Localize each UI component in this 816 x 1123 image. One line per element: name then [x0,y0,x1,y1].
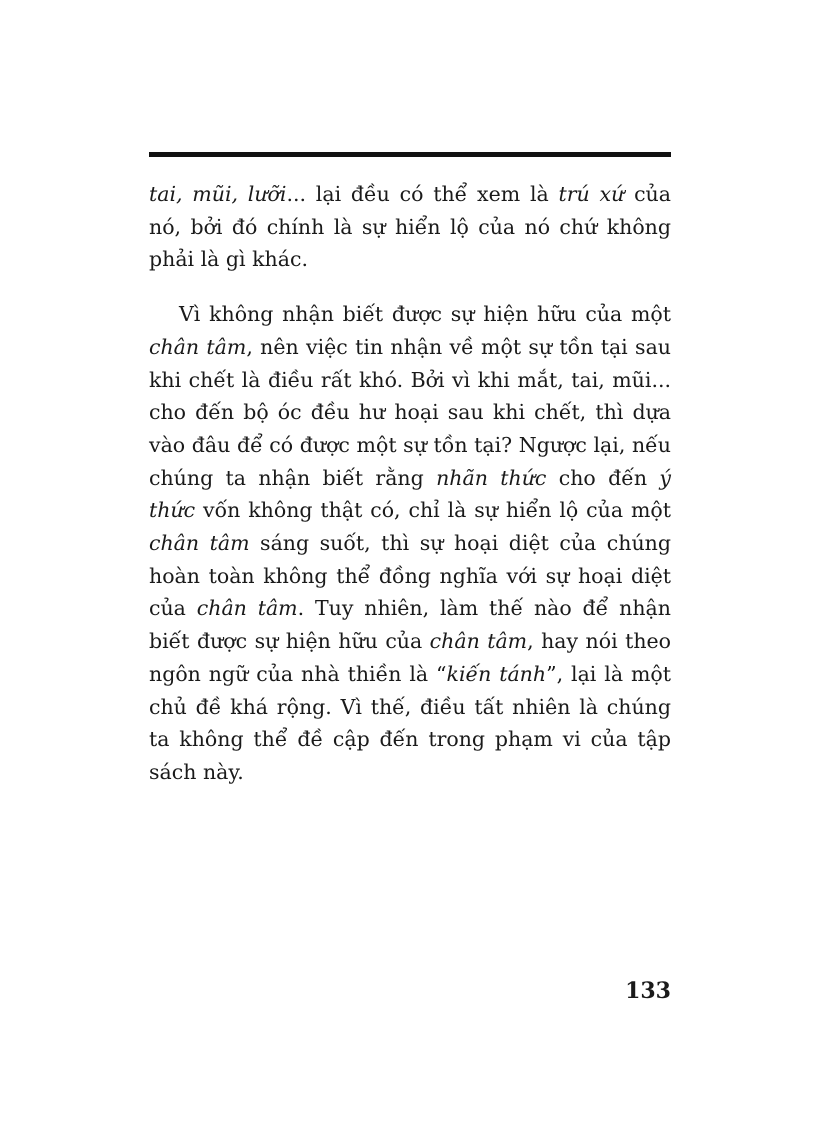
text-run: ”, lại là một chủ đề khá rộng. Vì thế, điều tất nhiên là chúng ta không thể đề cập đến trong phạm vi của tập sách này. [149,661,671,784]
header-rule [149,152,671,157]
text-run: chân tâm [149,334,247,359]
text-run: trú xứ [558,182,625,206]
text-run: cho đến [546,465,660,490]
text-run: sáng suốt, thì sự hoại diệt của chúng hoàn toàn không thể đồng nghĩa với sự hoại diệt của [149,531,671,621]
text-run: kiến tánh [446,661,547,686]
body-text [149,178,671,789]
text-run: , nên việc tin nhận về một sự tồn tại sau khi chết là điều rất khó. Bởi vì khi mắt, tai, mũi... cho đến bộ óc đều hư hoại sau khi chết, thì dựa vào đâu để có được một sự tồn tại? Ngược lại, nếu chúng ta nhận biết rằng [149,334,671,490]
text-run: tai, mũi, lưỡi [149,182,287,206]
paragraph-2 [149,298,671,789]
page-number: 133 [625,978,671,1004]
text-run: ... lại đều có thể xem là [286,182,559,206]
text-run: , hay nói theo ngôn ngữ của nhà thiền là “ [149,629,671,686]
text-run: . Tuy nhiên, làm thế nào để nhận biết được sự hiện hữu của [149,596,671,654]
text-run: vốn không thật có, chỉ là sự hiển lộ của một [195,498,671,523]
text-run: Vì không nhận biết được sự hiện hữu của một [179,302,671,327]
paragraph-1 [149,178,671,276]
text-run: chân tâm [149,531,250,556]
text-run: nhãn thức [436,465,547,490]
text-run: ý thức [149,465,671,523]
text-run: chân tâm [429,629,528,654]
text-run: chân tâm [196,596,298,621]
text-run: của nó, bởi đó chính là sự hiển lộ của nó chứ không phải là gì khác. [149,182,671,272]
